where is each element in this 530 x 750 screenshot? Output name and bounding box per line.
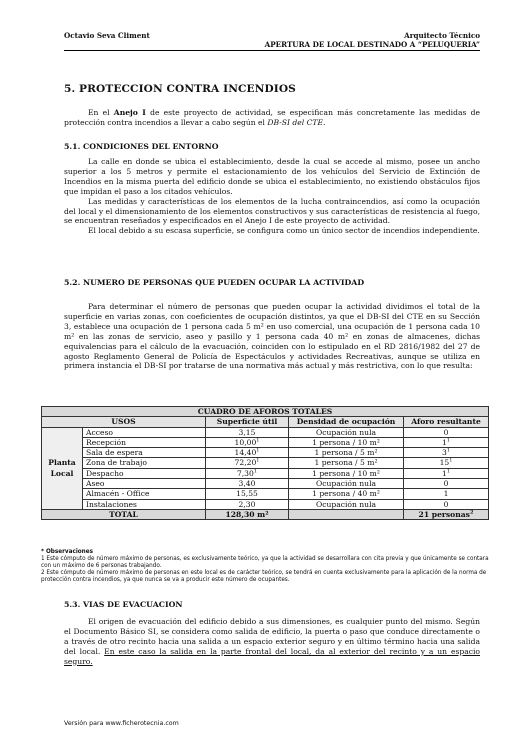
- paragraph: Para determinar el número de personas que pueden ocupar la actividad dividimos el total de la superficie en varias zonas, con coeficientes de ocupación distintos, ya que el DB-SI del CTE en su Sección 3, establece una ocupación de 1 persona cada 5 m² en uso comercial, una ocupación de 1 persona cada 10 m² en las zonas de servicio, aseo y pasillo y 1 persona cada 40 m² en zonas de almacenes, dichas equivalencias para el cálculo de la evacuación, coinciden con lo estipulado en el RD 2816/1982 del 27 de agosto Reglamento General de Policía de Espectáculos y actividades Recreativas, aunque se utiliza en primera instancia el DB-SI por tratarse de una normativa más actual y más restrictiva, con lo que resulta:: [64, 302, 480, 371]
- cell-aforo: 1: [404, 489, 489, 499]
- footer-text: Versión para www.ficherotecnia.com: [64, 720, 179, 727]
- cell-aforo: $15^1$: [404, 458, 489, 468]
- table-title: CUADRO DE AFOROS TOTALES: [42, 407, 489, 417]
- table-row: [42, 479, 489, 489]
- col-header-densidad: Densidad de ocupación: [289, 417, 404, 427]
- cell-superficie: 72,20$^1$: [206, 458, 289, 468]
- cell-uso: Acceso: [83, 427, 206, 437]
- header-author: Octavio Seva Climent: [64, 31, 150, 40]
- cell-superficie: 7,30$^1$: [206, 468, 289, 478]
- subsection-5-3-title: 5.3. VIAS DE EVACUACION: [64, 600, 183, 609]
- table-row: [42, 427, 489, 437]
- subsection-5-1-title: 5.1. CONDICIONES DEL ENTORNO: [64, 142, 219, 151]
- cell-superficie: 10,00$^1$: [206, 437, 289, 447]
- cell-aforo: 0: [404, 499, 489, 509]
- cell-aforo: $1^1$: [404, 468, 489, 478]
- col-header-aforo: Aforo resultante: [404, 417, 489, 427]
- col-header-superficie: Superficie útil: [206, 417, 289, 427]
- cell-uso: Instalaciones: [83, 499, 206, 509]
- col-header-usos: USOS: [42, 417, 206, 427]
- occupancy-table: [41, 406, 489, 520]
- notes-title: * Observaciones: [41, 549, 93, 555]
- total-aforo: 21 personas$^2$: [404, 509, 489, 519]
- cell-densidad: Ocupación nula: [289, 427, 404, 437]
- cell-densidad: 1 persona / 5 m²: [289, 448, 404, 458]
- table-notes: [41, 549, 489, 584]
- cell-uso: Almacén - Office: [83, 489, 206, 499]
- table-row: [42, 437, 489, 447]
- table-row: [42, 448, 489, 458]
- cell-superficie: 15,55: [206, 489, 289, 499]
- cell-uso: Sala de espera: [83, 448, 206, 458]
- cell-aforo: $1^1$: [404, 437, 489, 447]
- total-superficie: 128,30 m²: [206, 509, 289, 519]
- header-right: [265, 31, 480, 49]
- cell-superficie: 3,40: [206, 479, 289, 489]
- paragraph: El local debido a su escasa superficie, se configura como un único sector de incendios independiente.: [88, 226, 480, 236]
- note-1: 1 Este cómputo de número máximo de personas, es exclusivamente teórico, ya que la actividad se desarrollara con cita previa y que únicamente se contara con un máximo de 6 personas trabajando.: [41, 556, 489, 570]
- cell-uso: Aseo: [83, 479, 206, 489]
- cell-uso: Zona de trabajo: [83, 458, 206, 468]
- header-project: APERTURA DE LOCAL DESTINADO A “PELUQUERIA”: [264, 40, 480, 49]
- note-2: 2 Este cómputo de número máximo de personas en este local es de carácter teórico, se tendrá en cuenta exclusivamente para la aplicación de la norma de protección contra incendios, ya que nunca se va a producir este número de ocupantes.: [41, 570, 487, 584]
- underlined-text: En este caso la salida en la parte frontal del local, da al exterior del recinto y a un espacio seguro.: [64, 646, 480, 666]
- cell-superficie: 14,40$^1$: [206, 448, 289, 458]
- header-role: Arquitecto Técnico: [404, 31, 480, 40]
- cell-superficie: 3,15: [206, 427, 289, 437]
- subsection-5-1-body: [64, 157, 480, 236]
- table-row: [42, 499, 489, 509]
- cell-uso: Recepción: [83, 437, 206, 447]
- cell-densidad: 1 persona / 5 m²: [289, 458, 404, 468]
- table-row: [42, 468, 489, 478]
- cell-aforo: 0: [404, 427, 489, 437]
- cell-densidad: Ocupación nula: [289, 479, 404, 489]
- paragraph: Las medidas y características de los elementos de la lucha contraincendios, así como la ocupación del local y el dimensionamiento de los elementos constructivos y sus características de resistencia al fuego, se encuentran reseñados y especificados en el Anejo I de este proyecto de actividad.: [64, 196, 480, 226]
- table-row: [42, 458, 489, 468]
- paragraph: La calle en donde se ubica el establecimiento, desde la cual se accede al mismo, posee un ancho superior a los 5 metros y permite el estacionamiento de los vehículos del Servicio de Extinción de Incendios en la misma puerta del edificio donde se ubica el establecimiento, no existiendo obstáculos fijos que impidan el paso a los citados vehículos.: [64, 157, 480, 196]
- cell-densidad: 1 persona / 10 m²: [289, 468, 404, 478]
- subsection-5-2-body: [64, 302, 480, 371]
- cell-aforo: 0: [404, 479, 489, 489]
- header-divider: [64, 50, 480, 51]
- subsection-5-2-title: 5.2. NUMERO DE PERSONAS QUE PUEDEN OCUPAR LA ACTIVIDAD: [64, 278, 365, 287]
- table-row: [42, 489, 489, 499]
- section-intro: En el Anejo I de este proyecto de actividad, se especifican más concretamente las medidas de protección contra incendios a llevar a cabo según el DB-SI del CTE.: [64, 108, 480, 127]
- cell-uso: Despacho: [83, 468, 206, 478]
- section-title: 5. PROTECCION CONTRA INCENDIOS: [64, 83, 296, 95]
- cell-superficie: 2,30: [206, 499, 289, 509]
- cell-densidad: Ocupación nula: [289, 499, 404, 509]
- cell-densidad: 1 persona / 40 m²: [289, 489, 404, 499]
- cell-aforo: $3^1$: [404, 448, 489, 458]
- subsection-5-3-body: El origen de evacuación del edificio debido a sus dimensiones, es cualquier punto del mismo. Según el Documento Básico SI, se considera como salida de edificio, la puerta o paso que conduce directamente o a través de otro recinto hacia una salida a un espacio exterior seguro y en último término hacia una salida del local. En este caso la salida en la parte frontal del local, da al exterior del recinto y a un espacio seguro.: [64, 617, 480, 666]
- total-label: TOTAL: [42, 509, 206, 519]
- cell-densidad: 1 persona / 10 m²: [289, 437, 404, 447]
- row-group-label: Planta Local: [42, 427, 83, 509]
- total-densidad-empty: [289, 509, 404, 519]
